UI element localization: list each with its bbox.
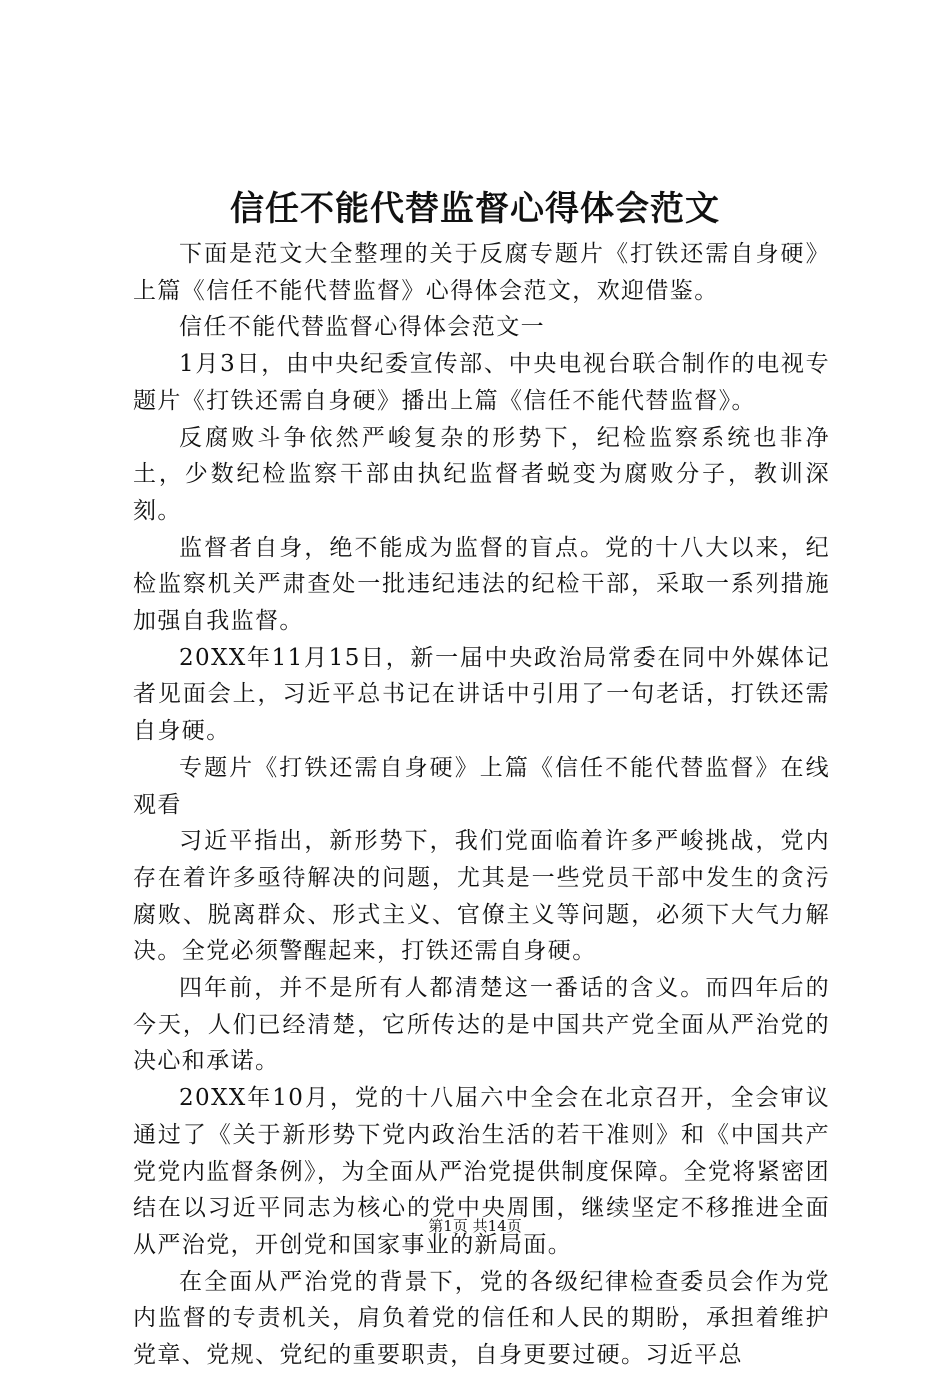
paragraph: 1月3日，由中央纪委宣传部、中央电视台联合制作的电视专题片《打铁还需自身硬》播出上篇《信任不能代替监督》。 (133, 351, 830, 414)
paragraph-intro: 下面是范文大全整理的关于反腐专题片《打铁还需自身硬》上篇《信任不能代替监督》心得体会范文，欢迎借鉴。 (133, 241, 830, 304)
paragraph: 监督者自身，绝不能成为监督的盲点。党的十八大以来，纪检监察机关严肃查处一批违纪违法的纪检干部，采取一系列措施加强自我监督。 (133, 534, 830, 635)
paragraph: 反腐败斗争依然严峻复杂的形势下，纪检监察系统也非净土，少数纪检监察干部由执纪监督者蜕变为腐败分子，教训深刻。 (133, 424, 830, 524)
paragraph-section-heading: 信任不能代替监督心得体会范文一 (179, 314, 545, 341)
paragraph: 20XX年10月，党的十八届六中全会在北京召开，全会审议通过了《关于新形势下党内政治生活的若干准则》和《中国共产党党内监督条例》，为全面从严治党提供制度保障。全党将紧密团结在以习近平同志为核心的党中央周围，继续坚定不移推进全面从严治党，开创党和国家事业的新局面。 (133, 1085, 830, 1258)
paragraph: 在全面从严治党的背景下，党的各级纪律检查委员会作为党内监督的专责机关，肩负着党的信任和人民的期盼，承担着维护党章、党规、党纪的重要职责，自身更要过硬。习近平总 (133, 1268, 830, 1369)
paragraph: 四年前，并不是所有人都清楚这一番话的含义。而四年后的今天，人们已经清楚，它所传达的是中国共产党全面从严治党的决心和承诺。 (133, 975, 830, 1075)
paragraph: 习近平指出，新形势下，我们党面临着许多严峻挑战，党内存在着许多亟待解决的问题，尤其是一些党员干部中发生的贪污腐败、脱离群众、形式主义、官僚主义等问题，必须下大气力解决。全党必须警醒起来，打铁还需自身硬。 (133, 828, 830, 965)
document-body (133, 236, 830, 1374)
paragraph: 20XX年11月15日，新一届中央政治局常委在同中外媒体记者见面会上，习近平总书记在讲话中引用了一句老话，打铁还需自身硬。 (133, 644, 830, 745)
document-title: 信任不能代替监督心得体会范文 (230, 189, 720, 229)
page-number: 第1页 共14页 (428, 1217, 522, 1235)
paragraph: 专题片《打铁还需自身硬》上篇《信任不能代替监督》在线观看 (133, 754, 830, 818)
